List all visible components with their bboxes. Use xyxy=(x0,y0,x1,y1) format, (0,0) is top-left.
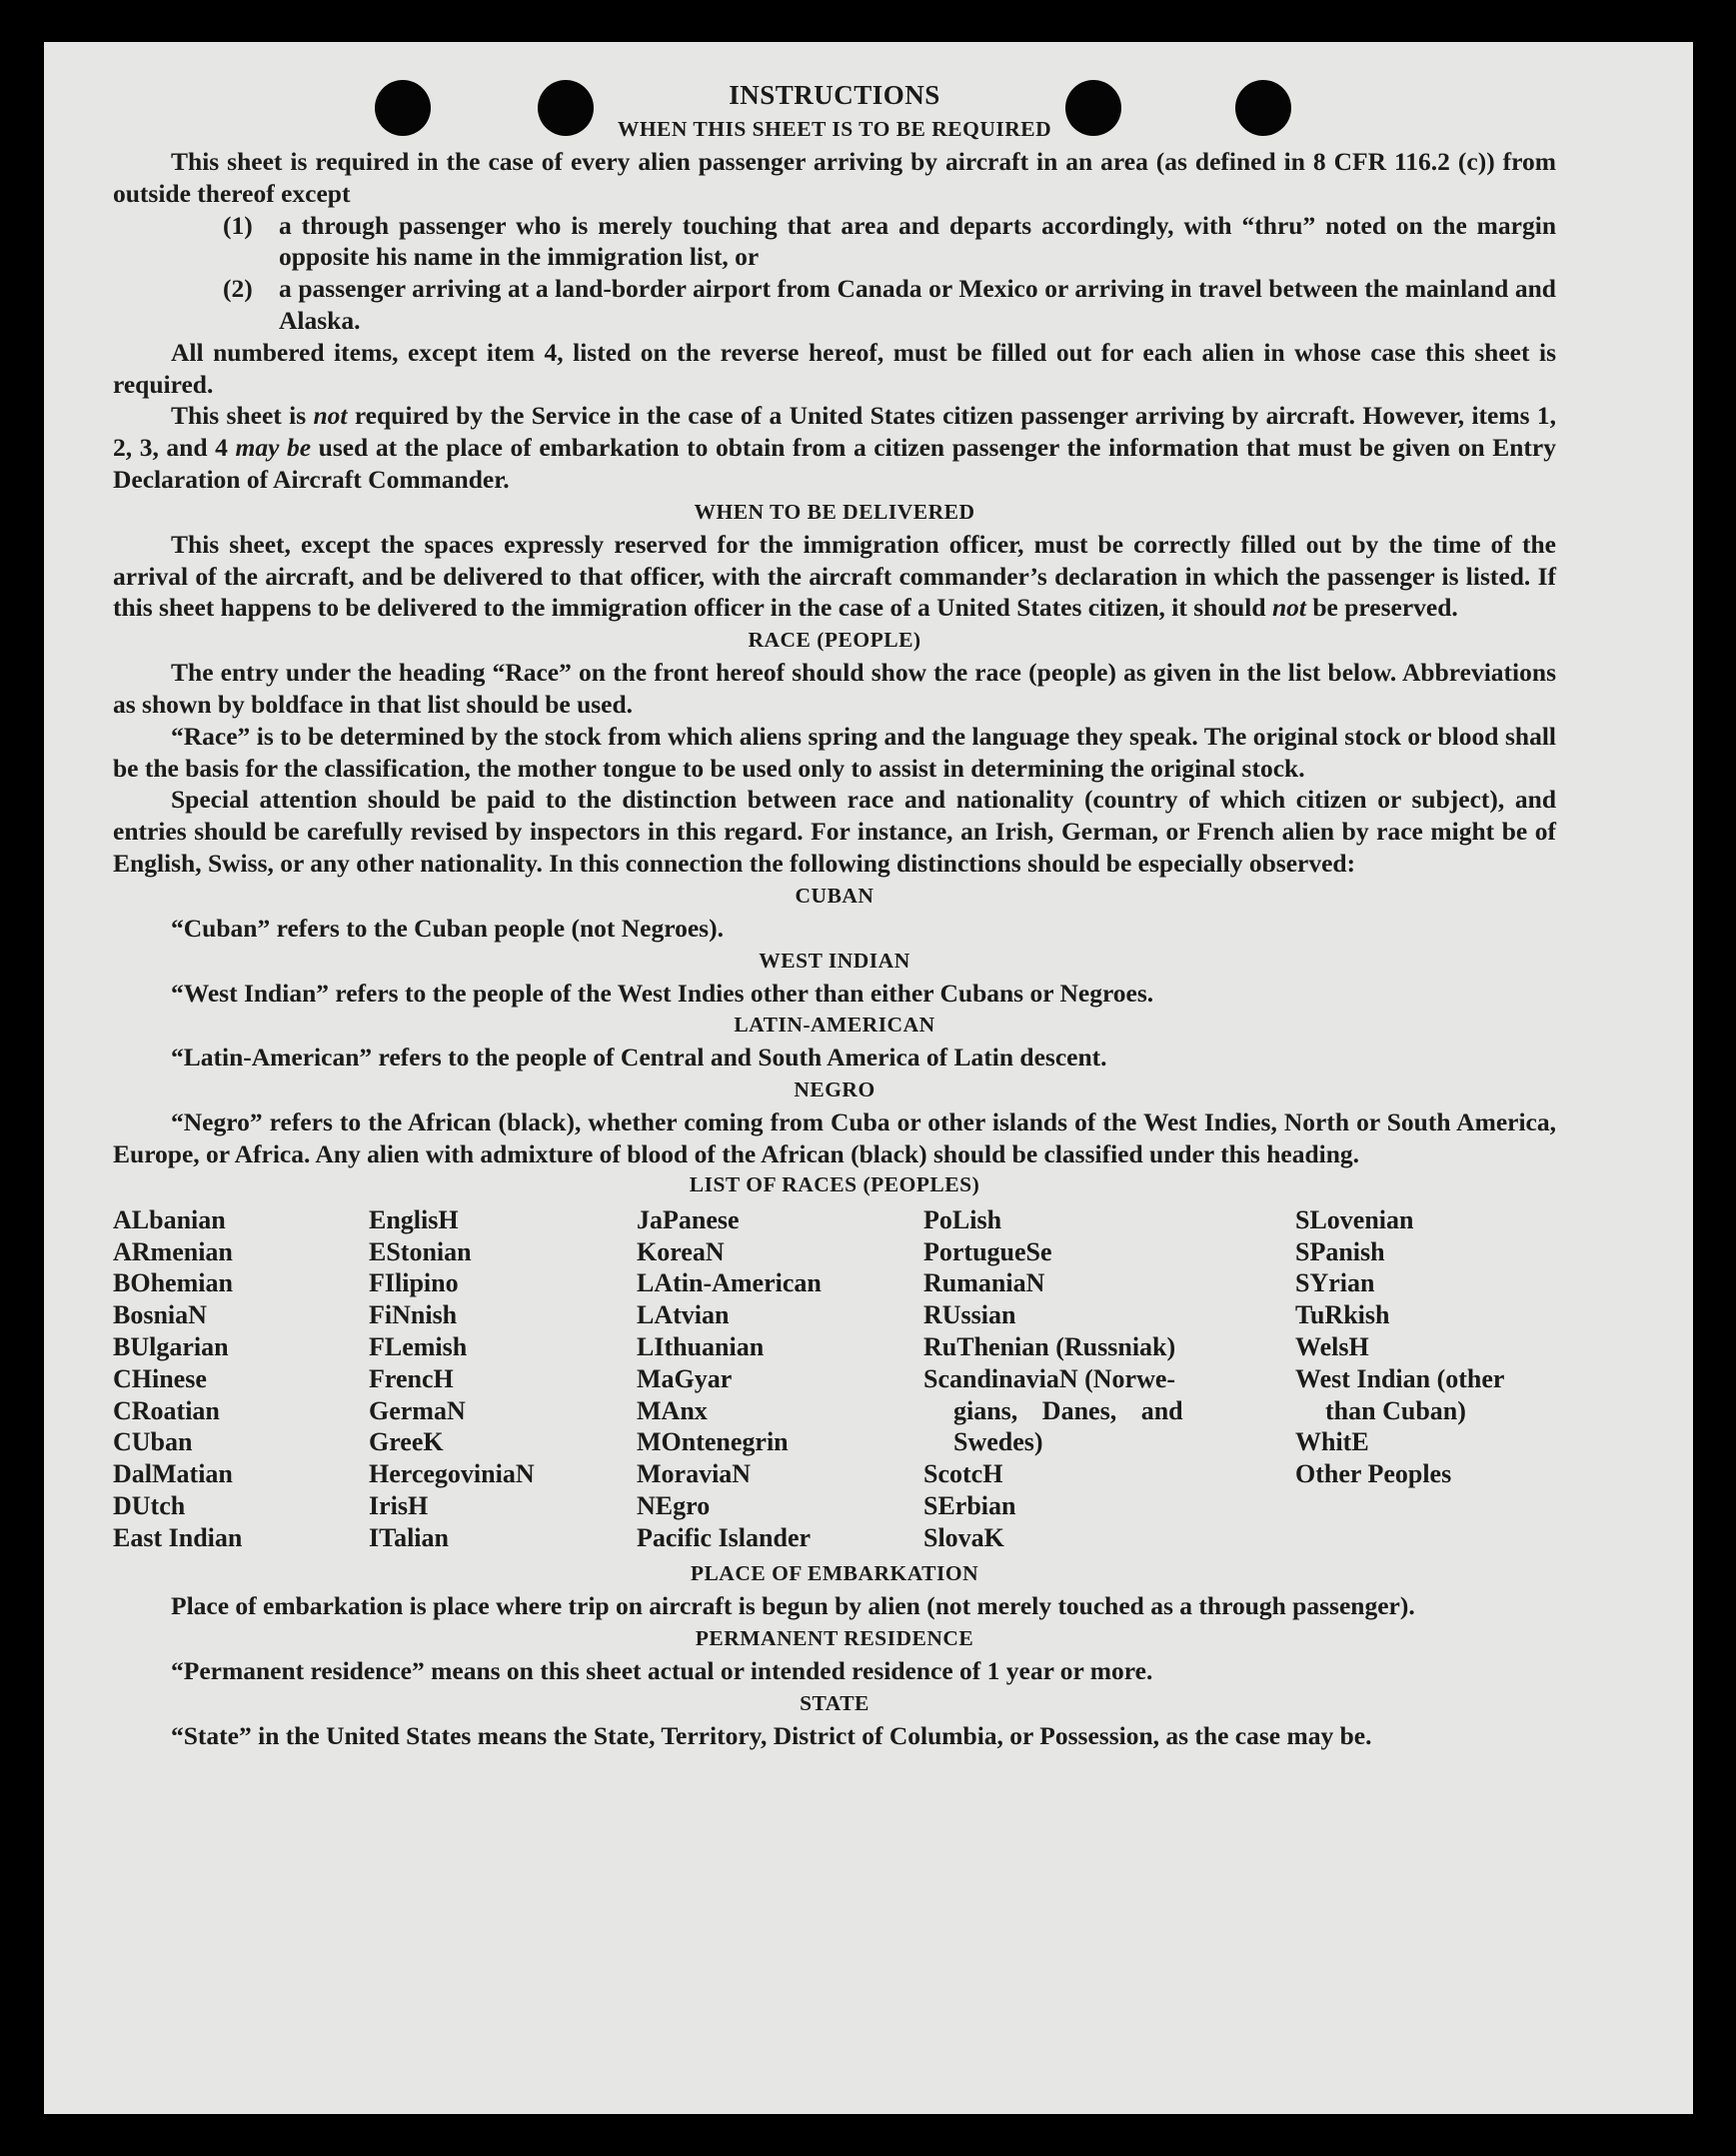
race-item: LAtin-American xyxy=(637,1268,822,1298)
paragraph: All numbered items, except item 4, listed on the reverse hereof, must be filled out for each alien in whose case this sheet is required. xyxy=(113,337,1556,399)
race-item: ARmenian xyxy=(113,1236,233,1266)
section-heading: PLACE OF EMBARKATION xyxy=(690,1561,979,1586)
paragraph: This sheet, except the spaces expressly reserved for the immigration officer, must be correctly filled out by the time of the arrival of the aircraft, and be delivered to that officer, with the aircraft commander’s declaration in which the passenger is listed. If this sheet happens to be delivered to the immigration officer in the case of a United States citizen, it should not be preserved. xyxy=(113,529,1556,623)
exception-item xyxy=(223,273,1556,337)
race-item: WhitE xyxy=(1295,1427,1369,1457)
instructions-body xyxy=(113,77,1556,1752)
race-item: PoLish xyxy=(923,1204,1002,1234)
race-item: East Indian xyxy=(113,1522,243,1552)
race-item: GermaN xyxy=(369,1395,466,1425)
paragraph: The entry under the heading “Race” on the front hereof should show the race (people) as given in the list below. Abbreviations as shown by boldface in that list should be used. xyxy=(113,658,1556,719)
race-item: TuRkish xyxy=(1295,1300,1390,1330)
race-item: MOntenegrin xyxy=(637,1427,789,1457)
exception-number: (2) xyxy=(223,274,253,304)
race-item: RumaniaN xyxy=(923,1268,1045,1298)
race-item: PortugueSe xyxy=(923,1236,1052,1266)
race-item: WelsH xyxy=(1295,1331,1369,1361)
race-item: SPanish xyxy=(1295,1236,1385,1266)
section-heading: WEST INDIAN xyxy=(759,948,910,973)
page-title: INSTRUCTIONS xyxy=(729,80,940,110)
race-item: CUban xyxy=(113,1427,193,1457)
section-heading: NEGRO xyxy=(794,1078,875,1102)
races-column xyxy=(637,1204,923,1554)
paragraph: Special attention should be paid to the distinction between race and nationality (country of which citizen or subject), and entries should be carefully revised by inspectors in this regard. For instance, an Irish, German, or French alien by race might be of English, Swiss, or any other nationality. In this connection the following distinctions should be especially observed: xyxy=(113,785,1556,878)
paragraph: “Cuban” refers to the Cuban people (not Negroes). xyxy=(171,913,724,943)
race-item: ALbanian xyxy=(113,1204,226,1234)
race-item: NEgro xyxy=(637,1490,711,1520)
race-item: GreeK xyxy=(369,1427,444,1457)
paragraph: “West Indian” refers to the people of the West Indies other than either Cubans or Negroes. xyxy=(171,978,1154,1008)
race-item: SYrian xyxy=(1295,1268,1375,1298)
race-item: CRoatian xyxy=(113,1395,220,1425)
races-list xyxy=(113,1204,1556,1554)
race-item: EStonian xyxy=(369,1236,472,1266)
race-item: than Cuban) xyxy=(1325,1395,1466,1425)
race-item: FLemish xyxy=(369,1331,468,1361)
race-item: FrencH xyxy=(369,1363,454,1393)
race-item: BOhemian xyxy=(113,1268,233,1298)
race-item: KoreaN xyxy=(637,1236,725,1266)
races-column xyxy=(923,1204,1295,1554)
section-heading: STATE xyxy=(800,1691,869,1716)
race-item: DUtch xyxy=(113,1490,186,1520)
section-heading: LIST OF RACES (PEOPLES) xyxy=(689,1171,980,1196)
race-item: RuThenian (Russniak) xyxy=(923,1331,1176,1361)
section-heading: PERMANENT RESIDENCE xyxy=(695,1626,974,1651)
race-item: FIlipino xyxy=(369,1268,459,1298)
races-column xyxy=(1295,1204,1556,1554)
race-item: Swedes) xyxy=(953,1427,1043,1457)
race-item: BosniaN xyxy=(113,1300,207,1330)
race-item: HercegoviniaN xyxy=(369,1459,535,1489)
race-item: ScotcH xyxy=(923,1459,1003,1489)
race-item: EnglisH xyxy=(369,1204,459,1234)
races-column xyxy=(113,1204,369,1554)
race-item: FiNnish xyxy=(369,1300,458,1330)
paragraph: “Permanent residence” means on this sheet actual or intended residence of 1 year or more. xyxy=(171,1656,1153,1686)
race-item: ITalian xyxy=(369,1522,449,1552)
race-item: BUlgarian xyxy=(113,1331,229,1361)
race-item: CHinese xyxy=(113,1363,207,1393)
exception-text: a passenger arriving at a land-border airport from Canada or Mexico or arriving in travel between the mainland and Alaska. xyxy=(279,274,1556,335)
paragraph: This sheet is not required by the Service in the case of a United States citizen passenger arriving by aircraft. However, items 1, 2, 3, and 4 may be used at the place of embarkation to obtain from a citizen passenger the information that must be given on Entry Declaration of Aircraft Commander. xyxy=(113,401,1556,494)
race-item: gians, Danes, and xyxy=(953,1395,1183,1425)
section-heading: CUBAN xyxy=(795,883,874,908)
race-item: MaGyar xyxy=(637,1363,733,1393)
race-item: RUssian xyxy=(923,1300,1016,1330)
race-item: SErbian xyxy=(923,1490,1016,1520)
race-item: MAnx xyxy=(637,1395,708,1425)
exception-item xyxy=(223,210,1556,274)
race-item: Pacific Islander xyxy=(637,1522,812,1552)
races-column xyxy=(369,1204,637,1554)
exception-number: (1) xyxy=(223,210,253,240)
paragraph: “Latin-American” refers to the people of Central and South America of Latin descent. xyxy=(171,1043,1107,1073)
paragraph: “Race” is to be determined by the stock from which aliens spring and the language they speak. The original stock or blood shall be the basis for the classification, the mother tongue to be used only to assist in determining the original stock. xyxy=(113,721,1556,783)
race-item: JaPanese xyxy=(637,1204,740,1234)
race-item: MoraviaN xyxy=(637,1459,752,1489)
section-heading: LATIN-AMERICAN xyxy=(734,1013,935,1038)
race-item: ScandinaviaN (Norwe- xyxy=(923,1363,1176,1393)
exception-text: a through passenger who is merely touching that area and departs accordingly, with “thru” noted on the margin opposite his name in the immigration list, or xyxy=(279,210,1556,272)
race-item: DalMatian xyxy=(113,1459,233,1489)
paragraph: This sheet is required in the case of every alien passenger arriving by aircraft in an area (as defined in 8 CFR 116.2 (c)) from outside thereof except xyxy=(113,147,1556,208)
section-heading: RACE (PEOPLE) xyxy=(748,628,921,653)
paragraph: “Negro” refers to the African (black), whether coming from Cuba or other islands of the West Indies, North or South America, Europe, or Africa. Any alien with admixture of blood of the African (black) should be classified under this heading. xyxy=(113,1107,1556,1168)
race-item: LIthuanian xyxy=(637,1331,765,1361)
race-item: LAtvian xyxy=(637,1300,730,1330)
paragraph: “State” in the United States means the State, Territory, District of Columbia, or Possession, as the case may be. xyxy=(171,1721,1372,1751)
section-heading: WHEN TO BE DELIVERED xyxy=(694,499,975,524)
race-item: IrisH xyxy=(369,1490,429,1520)
section-heading: WHEN THIS SHEET IS TO BE REQUIRED xyxy=(617,117,1052,141)
race-item: SlovaK xyxy=(923,1522,1004,1552)
race-item: Other Peoples xyxy=(1295,1459,1452,1489)
race-item: West Indian (other xyxy=(1295,1363,1505,1393)
paragraph: Place of embarkation is place where trip on aircraft is begun by alien (not merely touched as a through passenger). xyxy=(171,1591,1415,1621)
race-item: SLovenian xyxy=(1295,1204,1414,1234)
